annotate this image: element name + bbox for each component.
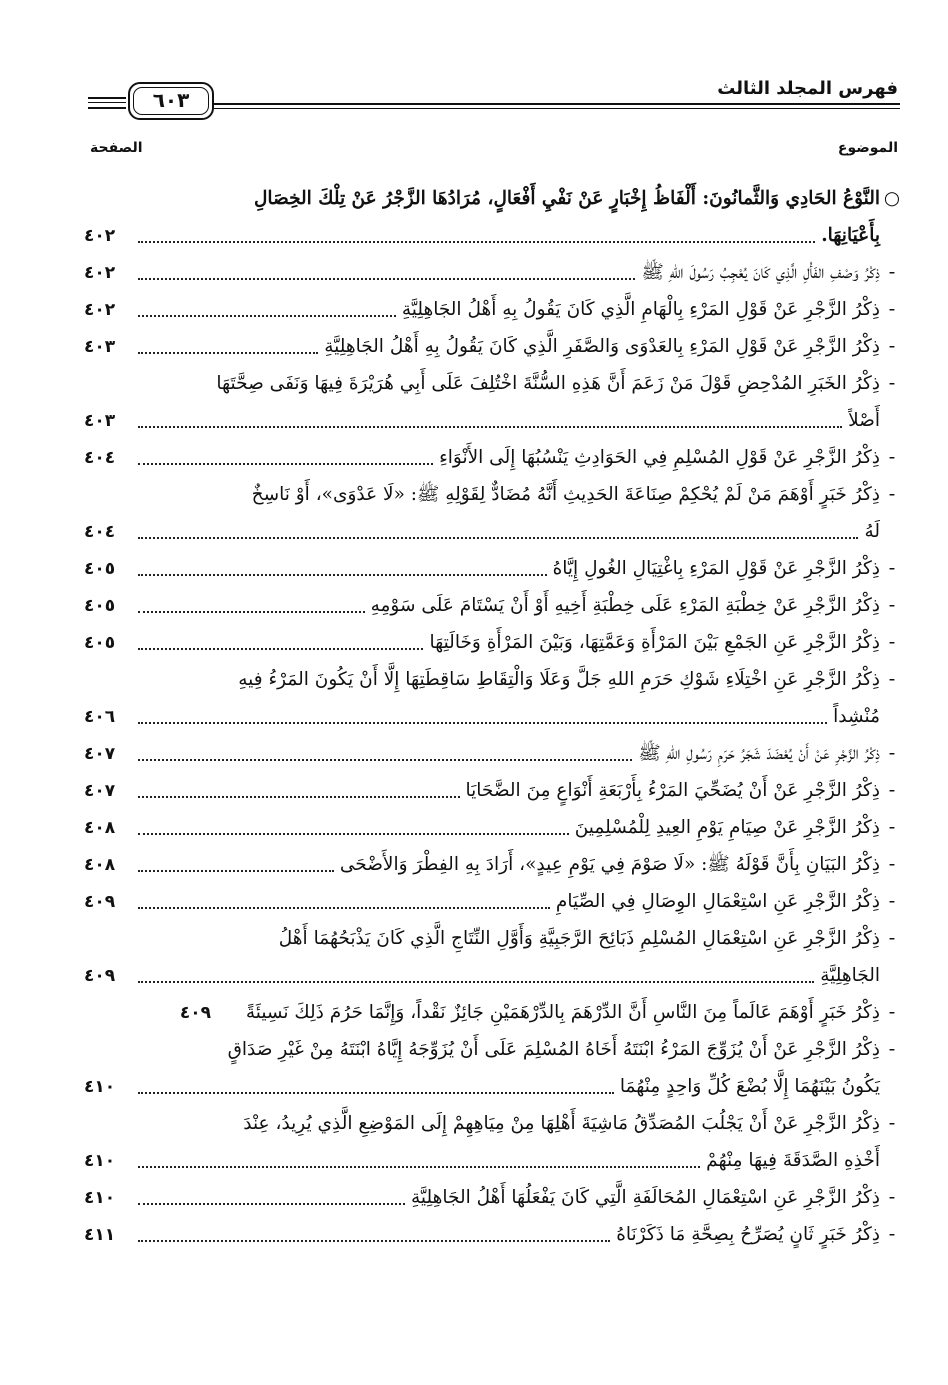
- dot-leader: [138, 599, 365, 613]
- entry-bullet: -: [888, 669, 896, 690]
- entry-text: أَصْلاً: [848, 410, 880, 431]
- entry-page-number: ٤٠٢: [84, 300, 116, 320]
- index-entry: [84, 1179, 904, 1216]
- entry-text: ذِكْرُ الزَّجْرِ عَنْ قَوْلِ المَرْءِ بِالعَدْوَى وَالصَّفَرِ الَّذِي كَانَ يَقُولُ بِهِ أَهْلُ الجَاهِلِيَّةِ: [324, 336, 880, 357]
- entry-text: ذِكْرُ الزَّجْرِ عَنْ قَوْلِ المُسْلِمِ فِي الحَوَادِثِ يَنْسُبُهَا إِلَى الأَنْوَاءِ: [439, 447, 880, 468]
- entry-bullet: -: [888, 632, 896, 653]
- entry-text: ذِكْرُ الزَّجْرِ عَنْ أَنْ يُضَحِّيَ المَرْءُ بِأَرْبَعَةِ أَنْوَاعٍ مِنَ الضَّحَايَا: [465, 780, 880, 801]
- index-entry: [84, 1031, 904, 1105]
- entry-bullet: -: [888, 1039, 896, 1060]
- dot-leader: [138, 1228, 610, 1242]
- entry-bullet: -: [888, 595, 896, 616]
- entry-text: الجَاهِلِيَّةِ: [820, 965, 880, 986]
- entry-page-number: ٤٠٤: [84, 448, 116, 468]
- entry-page-number: ٤٠٥: [84, 596, 116, 616]
- dot-leader: [138, 710, 827, 724]
- entry-text: ذِكْرُ الزَّجْرِ عَنِ الجَمْعِ بَيْنَ المَرْأَةِ وَعَمَّتِهَا، وَبَيْنَ المَرْأَةِ وَخَالَتِهَا: [429, 632, 880, 653]
- index-entry: [84, 476, 904, 550]
- dot-leader: [138, 562, 547, 576]
- dot-leader: [138, 969, 814, 983]
- entry-text: ذِكْرُ البَيَانِ بِأَنَّ قَوْلَهُ ﷺ: «لَا صَوْمَ فِي يَوْمِ عِيدٍ»، أَرَادَ بِهِ الفِطْرَ وَالأَضْحَى: [339, 854, 880, 875]
- entry-text: لَهُ: [864, 521, 880, 542]
- header-rule-top: [214, 103, 900, 105]
- entry-text: ذِكْرُ وَصْفِ الفَأْلِ الَّذِي كَانَ يُعْجِبُ رَسُولَ اللهِ ﷺ: [641, 262, 880, 283]
- entry-bullet: -: [888, 780, 896, 801]
- header-rule-left-3: [88, 107, 126, 109]
- entry-bullet: -: [888, 743, 896, 764]
- entry-page-number: ٤٠٩: [84, 892, 116, 912]
- entry-bullet: -: [888, 299, 896, 320]
- entry-page-number: ٤٠٥: [84, 559, 116, 579]
- entry-text: ذِكْرُ الزَّجْرِ عَنْ أَنْ يُعْضَدَ شَجَرُ حَرَمِ رَسُولِ اللهِ ﷺ: [638, 743, 880, 764]
- index-entry: [84, 254, 904, 291]
- entry-bullet: -: [888, 891, 896, 912]
- index-entry: [84, 883, 904, 920]
- dot-leader: [138, 525, 858, 539]
- index-entry: [84, 365, 904, 439]
- page-header: [0, 70, 948, 130]
- entry-text: ذِكْرُ خَبَرٍ أَوْهَمَ مَنْ لَمْ يُحْكِمْ صِنَاعَةَ الحَدِيثِ أَنَّهُ مُضَادٌّ لِقَوْلِهِ ﷺ: «لَا عَدْوَى»، أَوْ نَاسِخٌ: [251, 484, 880, 505]
- dot-leader: [138, 895, 550, 909]
- entry-bullet: -: [888, 558, 896, 579]
- dot-leader: [138, 784, 460, 798]
- entry-bullet: -: [888, 1187, 896, 1208]
- entry-page-number: ٤٠٤: [84, 522, 116, 542]
- index-entry: [84, 587, 904, 624]
- dot-leader: [138, 821, 569, 835]
- entry-text: ذِكْرُ الخَبَرِ المُدْحِضِ قَوْلَ مَنْ زَعَمَ أَنَّ هَذِهِ السُّنَّةَ اخْتُلِفَ عَلَى أَبِي هُرَيْرَةَ فِيهَا وَنَفَى صِحَّتَهَا: [216, 373, 880, 394]
- entry-text: ذِكْرُ خَبَرٍ أَوْهَمَ عَالَماً مِنَ النَّاسِ أَنَّ الدِّرْهَمَ بِالدِّرْهَمَيْنِ جَائِزٌ نَقْداً، وَإِنَّمَا حَرُمَ ذَلِكَ نَسِيئَةً: [245, 1002, 880, 1023]
- entry-text: ذِكْرُ الزَّجْرِ عَنِ اسْتِعْمَالِ المُسْلِمِ ذَبَائِحَ الرَّجَبِيَّةِ وَأَوَّلِ النِّتَاجِ الَّذِي كَانَ يَذْبَحُهُمَا أَهْلُ: [278, 928, 880, 949]
- entry-text: ذِكْرُ الزَّجْرِ عَنِ اخْتِلَاءِ شَوْكِ حَرَمِ اللهِ جَلَّ وَعَلَا وَالْتِقَاطِ سَاقِطَتِهَا إِلَّا أَنْ يَكُونَ المَرْءُ فِيهِ: [238, 669, 880, 690]
- page-number: ٦٠٣: [133, 87, 209, 115]
- entry-bullet: -: [888, 484, 896, 505]
- index-entries: [84, 180, 904, 1253]
- entry-page-number: ٤١٠: [84, 1151, 116, 1171]
- dot-leader: [138, 229, 815, 243]
- entry-page-number: ٤٠٣: [84, 411, 116, 431]
- dot-leader: [138, 266, 635, 280]
- entry-text: ذِكْرُ الزَّجْرِ عَنْ قَوْلِ المَرْءِ بِاغْتِيَالِ الغُولِ إِيَّاهُ: [552, 558, 880, 579]
- entry-bullet: -: [888, 1224, 896, 1245]
- entry-text: ذِكْرُ الزَّجْرِ عَنْ خِطْبَةِ المَرْءِ عَلَى خِطْبَةِ أَخِيهِ أَوْ أَنْ يَسْتَامَ عَلَى سَوْمِهِ: [370, 595, 880, 616]
- entry-text: ذِكْرُ الزَّجْرِ عَنِ اسْتِعْمَالِ الوِصَالِ فِي الصِّيَامِ: [555, 891, 880, 912]
- index-entry: [84, 809, 904, 846]
- entry-bullet: -: [888, 1113, 896, 1134]
- index-entry: [84, 180, 904, 254]
- index-entry: [84, 328, 904, 365]
- dot-leader: [138, 340, 318, 354]
- dot-leader: [138, 1154, 700, 1168]
- dot-leader: [138, 451, 433, 465]
- dot-leader: [138, 858, 334, 872]
- index-entry: [84, 994, 904, 1031]
- dot-leader: [138, 303, 396, 317]
- volume-index-title: فهرس المجلد الثالث: [717, 78, 898, 99]
- entry-page-number: ٤٠٧: [84, 781, 116, 801]
- entry-page-number: ٤١١: [84, 1225, 116, 1245]
- entry-page-number: ٤٠٥: [84, 633, 116, 653]
- dot-leader: [138, 636, 423, 650]
- entry-text: أَخْذِهِ الصَّدَقَةَ فِيهَا مِنْهُمْ: [706, 1150, 880, 1171]
- entry-text: ذِكْرُ الزَّجْرِ عَنِ اسْتِعْمَالِ المُحَالَفَةِ الَّتِي كَانَ يَفْعَلُهَا أَهْلُ الجَاهِلِيَّةِ: [411, 1187, 880, 1208]
- index-entry: [84, 624, 904, 661]
- entry-text: ذِكْرُ خَبَرٍ ثَانٍ يُصَرِّحُ بِصِحَّةِ مَا ذَكَرْنَاهُ: [616, 1224, 880, 1245]
- index-entry: [84, 735, 904, 772]
- index-entry: [84, 846, 904, 883]
- entry-text: يَكُونُ بَيْنَهُمَا إِلَّا بُضْعَ كُلِّ وَاحِدٍ مِنْهُمَا: [619, 1076, 880, 1097]
- entry-page-number: ٤١٠: [84, 1077, 116, 1097]
- index-entry: [84, 661, 904, 735]
- dot-leader: [234, 1006, 240, 1020]
- entry-page-number: ٤٠٦: [84, 707, 116, 727]
- entry-bullet: -: [888, 336, 896, 357]
- entry-bullet: -: [888, 817, 896, 838]
- entry-page-number: ٤٠٩: [84, 966, 116, 986]
- entry-bullet: -: [888, 1002, 896, 1023]
- entry-text: ذِكْرُ الزَّجْرِ عَنْ قَوْلِ المَرْءِ بِالْهَامِ الَّذِي كَانَ يَقُولُ بِهِ أَهْلُ الجَاهِلِيَّةِ: [401, 299, 880, 320]
- entry-page-number: ٤١٠: [84, 1188, 116, 1208]
- entry-text: مُنْشِداً: [833, 706, 880, 727]
- entry-text: النَّوْعُ الحَادِي وَالثَّمانُونَ: أَلْفَاظُ إِخْبَارٍ عَنْ نَفْيِ أَفْعَالٍ، مُرَادُهَا الزَّجْرُ عَنْ تِلْكَ الخِصَالِ: [253, 188, 880, 209]
- section-circle-marker: ○: [883, 188, 901, 209]
- entry-text: بِأَعْيَانِهَا.: [821, 225, 880, 246]
- entry-bullet: -: [888, 928, 896, 949]
- index-entry: [84, 550, 904, 587]
- entry-text: ذِكْرُ الزَّجْرِ عَنْ أَنْ يُزَوِّجَ المَرْءُ ابْنَتَهُ أَخَاهُ المُسْلِمَ عَلَى أَنْ يُزَوِّجَهُ إِيَّاهُ ابْنَتَهُ مِنْ غَيْرِ صَدَاقٍ: [227, 1039, 880, 1060]
- entry-text: ذِكْرُ الزَّجْرِ عَنْ أَنْ يَجْلُبَ المُصَدِّقُ مَاشِيَةَ أَهْلِهَا مِنْ مِيَاهِهِمْ إِلَى المَوْضِعِ الَّذِي يُرِيدُ، عِنْدَ: [243, 1113, 880, 1134]
- index-entry: [84, 439, 904, 476]
- entry-bullet: -: [888, 373, 896, 394]
- entry-bullet: -: [888, 854, 896, 875]
- entry-bullet: -: [888, 447, 896, 468]
- index-entry: [84, 920, 904, 994]
- entry-text: ذِكْرُ الزَّجْرِ عَنْ صِيَامِ يَوْمِ العِيدِ لِلْمُسْلِمِينَ: [574, 817, 880, 838]
- index-entry: [84, 1216, 904, 1253]
- index-entry: [84, 772, 904, 809]
- dot-leader: [138, 414, 842, 428]
- entry-page-number: ٤٠٣: [84, 337, 116, 357]
- entry-page-number: ٤٠٨: [84, 855, 116, 875]
- header-rule-left-1: [88, 97, 126, 99]
- entry-page-number: ٤٠٨: [84, 818, 116, 838]
- column-header-page: الصفحة: [90, 140, 143, 156]
- entry-page-number: ٤٠٧: [84, 744, 116, 764]
- entry-page-number: ٤٠٩: [179, 1003, 211, 1023]
- column-header-topic: الموضوع: [837, 140, 898, 156]
- header-rule-left-2: [88, 102, 126, 103]
- dot-leader: [138, 747, 632, 761]
- header-rule-bottom: [214, 108, 900, 109]
- index-entry: [84, 291, 904, 328]
- dot-leader: [138, 1080, 614, 1094]
- dot-leader: [138, 1191, 405, 1205]
- entry-bullet: -: [888, 262, 896, 283]
- index-entry: [84, 1105, 904, 1179]
- page-number-box: [128, 82, 214, 120]
- entry-page-number: ٤٠٢: [84, 263, 116, 283]
- entry-page-number: ٤٠٢: [84, 226, 116, 246]
